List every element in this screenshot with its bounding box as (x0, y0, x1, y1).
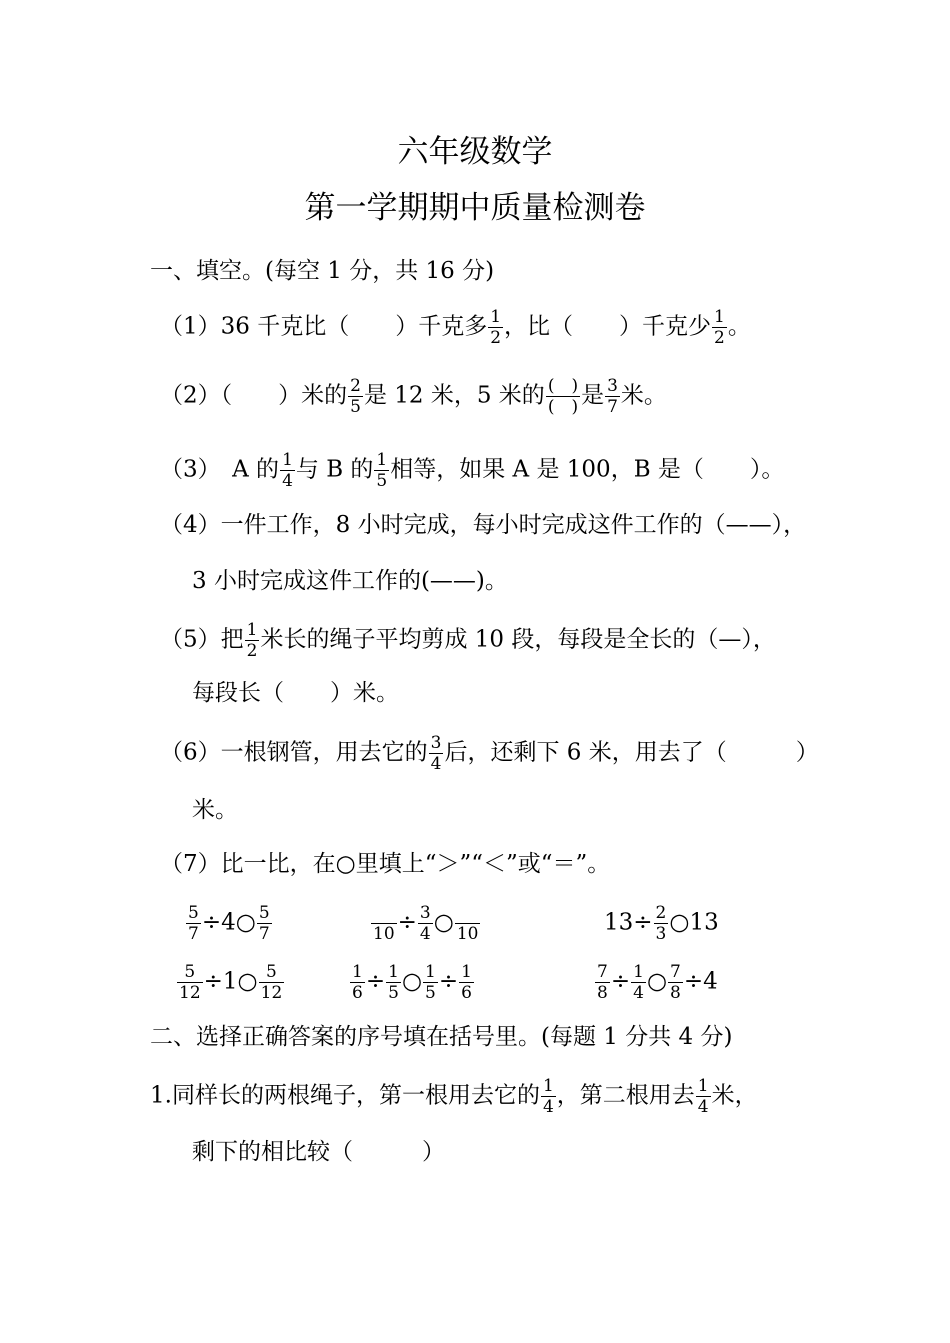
question-6-line-2: 米。 (192, 797, 238, 823)
fraction: $\frac{2}{3}$ (655, 903, 667, 944)
fraction-blank-numerator: 10 (373, 924, 395, 944)
q6-text-a: （6）一根钢管，用去它的 (160, 739, 428, 766)
fraction: $\frac{1}{6}$ (461, 962, 472, 1003)
fraction-blank-numerator: 10 (456, 924, 479, 944)
q3-text-a: （3） A 的 (160, 456, 280, 483)
q3-fraction-2: $\frac{1}{5}$ (376, 450, 388, 491)
q5-text-a: （5）把 (160, 626, 244, 653)
q2-text-c: 是 (581, 382, 605, 409)
q3-fraction-1: $\frac{1}{4}$ (282, 450, 293, 491)
compare-operator: ÷ (365, 968, 386, 995)
fraction: $\frac{5}{7}$ (258, 903, 270, 944)
section1-heading: 一、填空。(每空 1 分，共 16 分) (150, 258, 495, 284)
compare-text: 13÷ (604, 909, 653, 936)
page-subtitle: 第一学期期中质量检测卷 (304, 190, 646, 226)
compare-r2-c3 (594, 962, 718, 1003)
question-6 (160, 733, 819, 774)
q5-text-b: 米长的绳子平均剪成 10 段，每段是全长的（—）， (260, 626, 776, 653)
q1-fraction-1: $\frac{1}{2}$ (490, 307, 502, 348)
compare-r1-c2 (370, 903, 481, 944)
q2-text-d: 米。 (620, 382, 667, 409)
compare-operator: ÷4○ (201, 909, 256, 936)
fraction: $\frac{5}{12}$ (260, 962, 283, 1003)
compare-operator: ÷ (397, 909, 417, 936)
s2q1-fraction-2: $\frac{1}{4}$ (697, 1076, 709, 1117)
section2-question-1 (150, 1076, 758, 1117)
fraction: $\frac{5}{7}$ (188, 903, 199, 944)
q2-fraction-blank[interactable]: $\frac{( )}{( )}$ (547, 376, 579, 417)
fraction: $\frac{1}{5}$ (388, 962, 399, 1003)
q6-fraction: $\frac{3}{4}$ (430, 733, 442, 774)
compare-operator: ÷4 (683, 968, 718, 995)
section2-question-1-line-2: 剩下的相比较（ ） (192, 1139, 445, 1165)
fraction: $\frac{3}{4}$ (419, 903, 431, 944)
question-1 (160, 307, 751, 348)
q1-text-c: 。 (727, 313, 751, 340)
s2q1-text-b: ，第二根用去 (556, 1082, 695, 1109)
compare-circle: ○ (401, 968, 423, 995)
q2-text-b: 是 12 米，5 米的 (363, 382, 545, 409)
s2q1-text-c: 米， (711, 1082, 758, 1109)
s2q1-text-a: 1.同样长的两根绳子，第一根用去它的 (150, 1082, 540, 1109)
fraction: $\frac{1}{4}$ (633, 962, 644, 1003)
s2q1-fraction-1: $\frac{1}{4}$ (542, 1076, 554, 1117)
compare-r1-c3 (604, 903, 719, 944)
compare-operator: ÷ (610, 968, 631, 995)
compare-circle: ○ (646, 968, 668, 995)
fraction: $\frac{1}{5}$ (425, 962, 436, 1003)
question-5 (160, 620, 776, 661)
fraction: $\frac{7}{8}$ (670, 962, 681, 1003)
question-7: （7）比一比，在○里填上“＞”“＜”或“＝”。 (160, 851, 611, 877)
compare-r2-c1 (176, 962, 285, 1003)
page-title: 六年级数学 (397, 134, 553, 170)
q3-text-c: 相等，如果 A 是 100，B 是（ ）。 (390, 456, 785, 483)
fraction: $\frac{7}{8}$ (597, 962, 608, 1003)
fraction: $\frac{5}{12}$ (179, 962, 201, 1003)
q1-text-b: ，比（ ）千克少 (504, 313, 712, 340)
compare-text: ○13 (669, 909, 719, 936)
q1-fraction-2: $\frac{1}{2}$ (714, 307, 725, 348)
q6-text-b: 后，还剩下 6 米，用去了（ ） (444, 739, 819, 766)
compare-r2-c2 (349, 962, 475, 1003)
question-5-line-2: 每段长（ ）米。 (192, 680, 399, 706)
q1-text-a: （1）36 千克比（ ）千克多 (160, 313, 488, 340)
section2-heading: 二、选择正确答案的序号填在括号里。(每题 1 分共 4 分) (150, 1024, 733, 1050)
compare-operator: ÷1○ (203, 968, 258, 995)
question-4-line-2: 3 小时完成这件工作的(——)。 (192, 568, 508, 594)
compare-circle: ○ (433, 909, 454, 936)
compare-r1-c1 (185, 903, 273, 944)
question-3 (160, 450, 784, 491)
q2-text-a: （2）（ ）米的 (160, 382, 348, 409)
fraction: $\frac{1}{6}$ (352, 962, 363, 1003)
q3-text-b: 与 B 的 (295, 456, 374, 483)
question-4-line-1: （4）一件工作，8 小时完成，每小时完成这件工作的（——）， (160, 512, 807, 538)
compare-operator: ÷ (438, 968, 459, 995)
q2-fraction-1: $\frac{2}{5}$ (350, 376, 361, 417)
question-2 (160, 376, 667, 417)
q2-fraction-3: $\frac{3}{7}$ (607, 376, 618, 417)
q5-fraction: $\frac{1}{2}$ (246, 620, 258, 661)
